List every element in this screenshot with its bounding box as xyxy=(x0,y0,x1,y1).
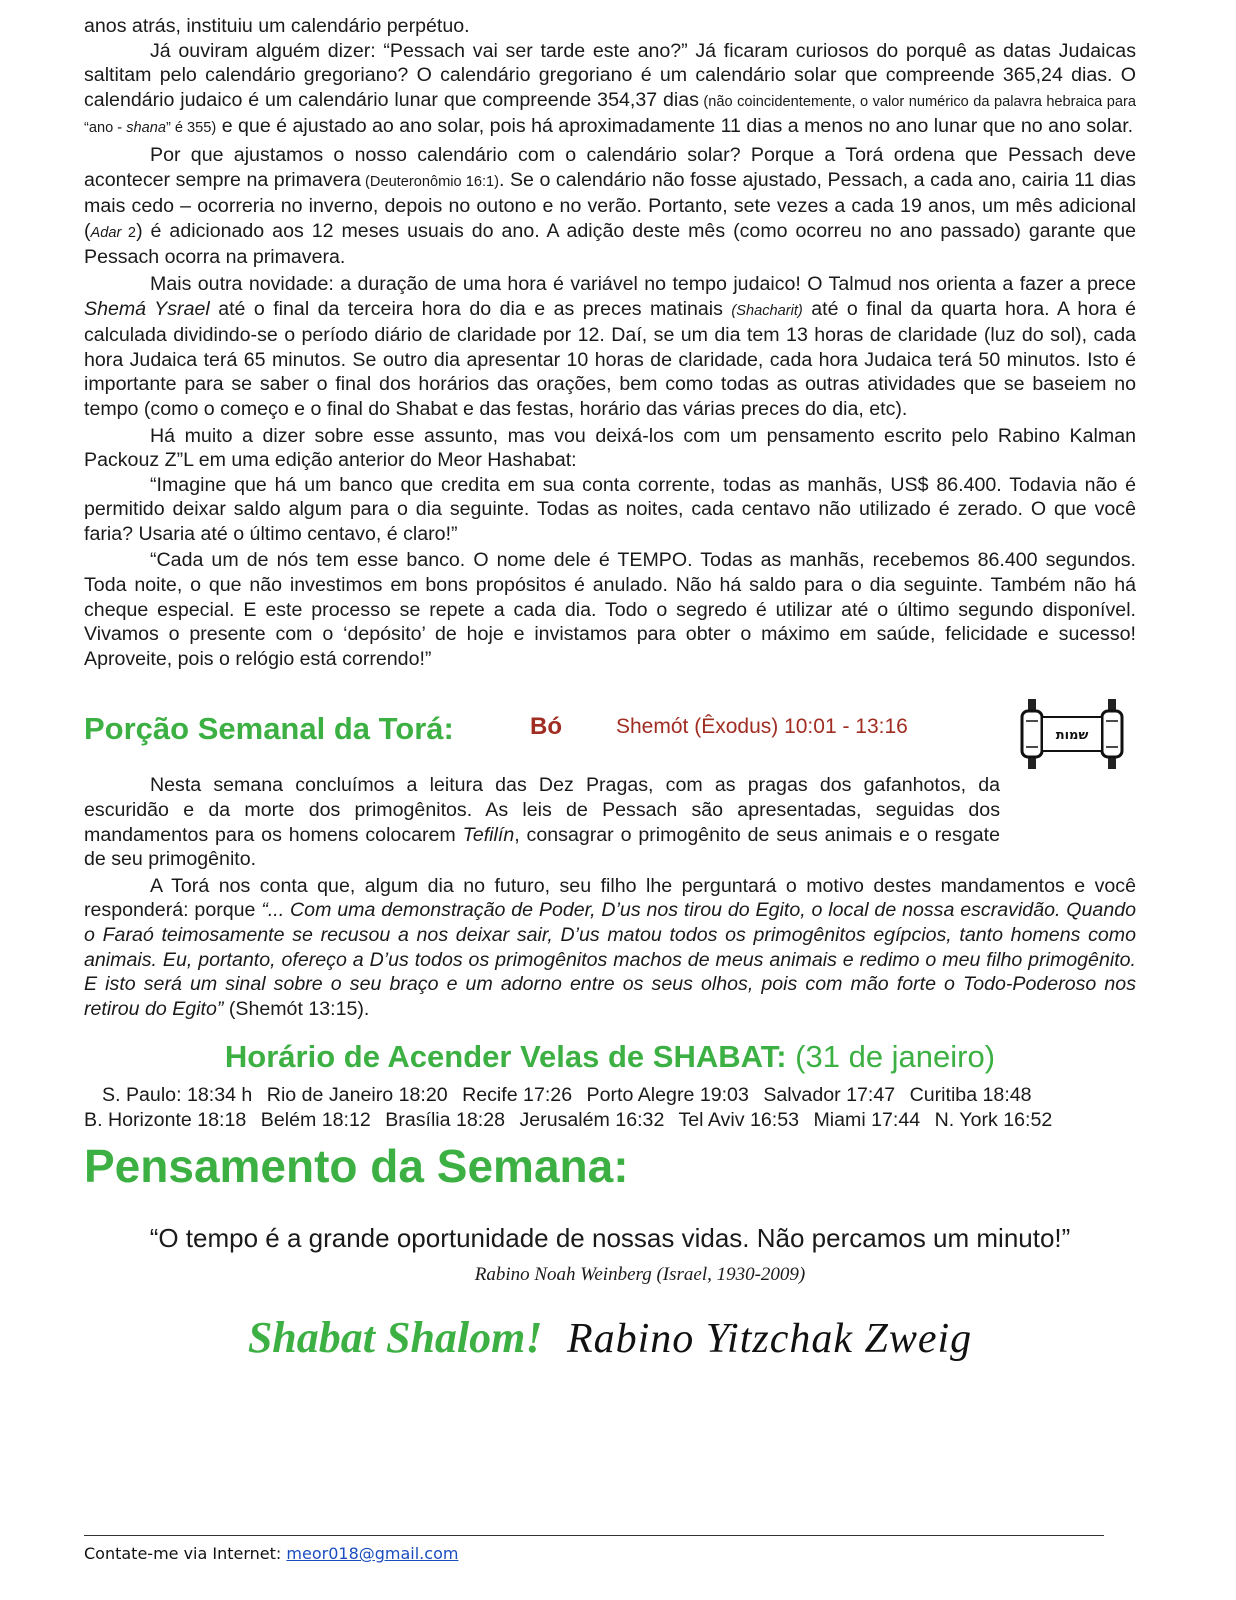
parasha-heading: Porção Semanal da Torá: xyxy=(84,711,454,747)
footer-divider xyxy=(84,1535,1104,1536)
paragraph-calendar: Já ouviram alguém dizer: “Pessach vai ser tarde este ano?” Já ficaram curiosos do porquê as datas Judaicas saltitam pelo calendário gregoriano? O calendário gregoriano é um calendário solar que compreende 365,24 dias. O calendário judaico é um calendário lunar que compreende 354,37 dias (não coincidentemente, o valor numérico da palavra hebraica para “ano - shana” é 355) e que é ajustado ao ano solar, pois há aproximadamente 11 dias a menos no ano lunar que no ano solar. xyxy=(84,39,1136,138)
candle-times xyxy=(84,1083,1136,1133)
time-brasilia: Brasília 18:28 xyxy=(385,1109,506,1132)
parasha-name: Bó xyxy=(530,713,562,741)
time-jerusalem: Jerusalém 16:32 xyxy=(519,1109,665,1132)
time-new-york: N. York 16:52 xyxy=(934,1109,1053,1132)
signature xyxy=(84,1312,1136,1363)
parasha-reference: Shemót (Êxodus) 10:01 - 13:16 xyxy=(616,715,908,739)
paragraph-intro-end: anos atrás, instituiu um calendário perpétuo. xyxy=(84,15,470,37)
candle-times-row-2 xyxy=(84,1108,1136,1133)
email-link[interactable]: meor018@gmail.com xyxy=(286,1544,459,1563)
parasha-header xyxy=(84,711,1136,773)
candle-lighting-title: Horário de Acender Velas de SHABAT: (31 de janeiro) xyxy=(224,1039,996,1075)
parasha-paragraph-1: Nesta semana concluímos a leitura das Dez Pragas, com as pragas dos gafanhotos, da escuridão e da morte dos primogênitos. As leis de Pessach são apresentadas, seguidas dos mandamentos para os homens colocarem Tefilín, consagrar o primogênito de seus animais e o resgate de seu primogênito. xyxy=(84,774,1000,871)
time-porto-alegre: Porto Alegre 19:03 xyxy=(586,1084,749,1107)
thought-title: Pensamento da Semana: xyxy=(84,1140,629,1193)
time-recife: Recife 17:26 xyxy=(462,1084,573,1107)
contact-label: Contate-me via Internet: xyxy=(84,1544,287,1563)
time-miami: Miami 17:44 xyxy=(813,1109,921,1132)
time-belem: Belém 18:12 xyxy=(260,1109,371,1132)
rabbi-signature: Rabino Yitzchak Zweig xyxy=(566,1316,973,1363)
time-sao-paulo: S. Paulo: 18:34 h xyxy=(102,1084,253,1107)
time-curitiba: Curitiba 18:48 xyxy=(909,1084,1032,1107)
exodus-quote: “... Com uma demonstração de Poder, D’us nos tirou do Egito, o local de nossa escravidão. Quando o Faraó teimosamente se recusou a nos deixar sair, D’us matou todos os primogênitos egípcios, tanto homens como animais. Eu, portanto, ofereço a D’us todos os primogênitos machos de meus animais e redimo o meu filho primogênito. E isto será um sinal sobre o seu braço e um adorno entre os seus olhos, pois com mão forte o Todo-Poderoso nos retirou do Egito” xyxy=(84,899,1137,1020)
time-belo-horizonte: B. Horizonte 18:18 xyxy=(84,1109,247,1132)
parasha-paragraph-2: A Torá nos conta que, algum dia no futuro, seu filho lhe perguntará o motivo destes mandamentos e você responderá: porque “... Com uma demonstração de Poder, D’us nos tirou do Egito, o local de nossa escravidão. Quando o Faraó teimosamente se recusou a nos deixar sair, D’us matou todos os primogênitos egípcios, tanto homens como animais. Eu, portanto, ofereço a D’us todos os primogênitos machos de meus animais e redimo o meu filho primogênito. E isto será um sinal sobre o seu braço e um adorno entre os seus olhos, pois com mão forte o Todo-Poderoso nos retirou do Egito” (Shemót 13:15). xyxy=(84,874,1137,1020)
paragraph-spring: Por que ajustamos o nosso calendário com o calendário solar? Porque a Torá ordena que Pessach deve acontecer sempre na primavera (Deuteronômio 16:1). Se o calendário não fosse ajustado, Pessach, a cada ano, cairia 11 dias mais cedo – ocorreria no inverno, depois no outono e no verão. Portanto, sete vezes a cada 19 anos, um mês adicional (Adar 2) é adicionado aos 12 meses usuais do ano. A adição deste mês (como ocorreu no ano passado) garante que Pessach ocorra na primavera. xyxy=(84,143,1137,269)
time-rio: Rio de Janeiro 18:20 xyxy=(266,1084,448,1107)
note-shana: (não coincidentemente, o valor numérico da palavra hebraica para “ano - shana” é 355) xyxy=(84,93,1136,137)
document-page xyxy=(84,14,1136,1363)
footer-contact xyxy=(84,1544,458,1563)
thought-quote: “O tempo é a grande oportunidade de nossas vidas. Não percamos um minuto!” xyxy=(149,1223,1071,1254)
time-salvador: Salvador 17:47 xyxy=(763,1084,896,1107)
paragraph-hours: Mais outra novidade: a duração de uma hora é variável no tempo judaico! O Talmud nos orienta a fazer a prece Shemá Ysrael até o final da terceira hora do dia e as preces matinais (Shacharit) até o final da quarta hora. A hora é calculada dividindo-se o período diário de claridade por 12. Daí, se um dia tem 13 horas de claridade (luz do sol), cada hora Judaica terá 65 minutos. Se outro dia apresentar 10 horas de claridade, cada hora Judaica terá 50 minutos. Isto é importante para se saber o final dos horários das orações, bem como todas as outras atividades que se baseiem no tempo (como o começo e o final do Shabat e das festas, horário das várias preces do dia, etc). xyxy=(84,272,1137,420)
time-tel-aviv: Tel Aviv 16:53 xyxy=(678,1109,799,1132)
scroll-label: שמות xyxy=(1055,728,1089,744)
paragraph-bank: “Imagine que há um banco que credita em sua conta corrente, todas as manhãs, US$ 86.400. Todavia não é permitido deixar saldo algum para o dia seguinte. Todas as noites, cada centavo não utilizado é zerado. O que você faria? Usaria até o último centavo, é claro!” xyxy=(84,473,1136,545)
thought-author: Rabino Noah Weinberg (Israel, 1930-2009) xyxy=(474,1264,806,1286)
shabat-shalom: Shabat Shalom! xyxy=(247,1313,543,1363)
torah-scroll-icon xyxy=(1020,697,1124,771)
paragraph-packouz: Há muito a dizer sobre esse assunto, mas vou deixá-los com um pensamento escrito pelo Rabino Kalman Packouz Z”L em uma edição anterior do Meor Hashabat: xyxy=(84,424,1136,472)
paragraph-time-bank: “Cada um de nós tem esse banco. O nome dele é TEMPO. Todas as manhãs, recebemos 86.400 segundos. Toda noite, o que não investimos em bons propósitos é anulado. Não há saldo para o dia seguinte. Também não há cheque especial. E este processo se repete a cada dia. Todo o segredo é utilizar até o último segundo disponível. Vivamos o presente com o ‘depósito’ de hoje e invistamos para obter o máximo em saúde, felicidade e sucesso! Aproveite, pois o relógio está correndo!” xyxy=(84,549,1136,670)
candle-times-row-1 xyxy=(84,1083,1136,1108)
